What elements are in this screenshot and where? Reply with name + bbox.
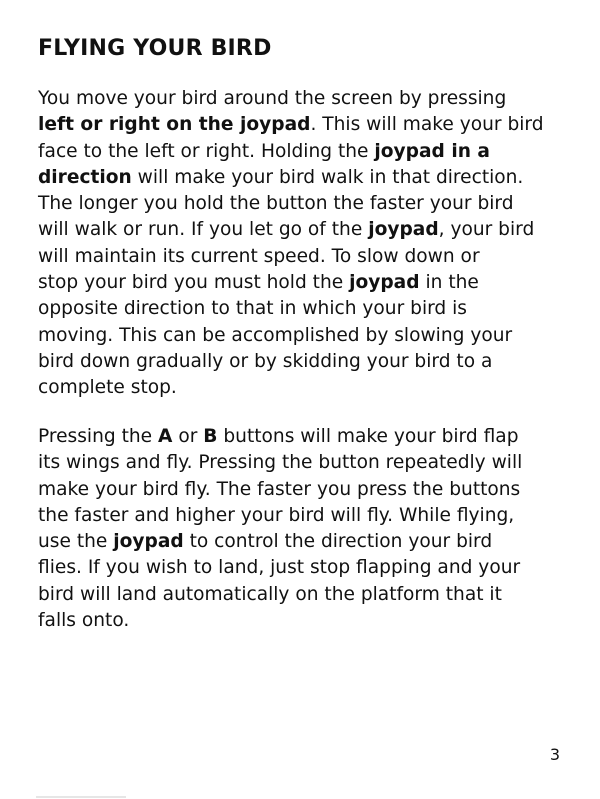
text-line [38, 165, 568, 191]
text-run: in the [419, 272, 479, 294]
text-run: will walk or run. If you let go of the [38, 219, 369, 241]
page-number: 3 [549, 745, 560, 764]
bold-term: B [203, 426, 218, 447]
text-run: opposite direction to that in which your bird is [38, 298, 467, 320]
text-run: , your bird [438, 219, 535, 241]
text-run: flies. If you wish to land, just stop flapping and your [38, 557, 521, 579]
bold-term: direction [38, 166, 132, 188]
text-line [38, 349, 568, 375]
text-line [38, 191, 568, 217]
text-run: bird will land automatically on the platform that it [38, 583, 502, 605]
paragraph-flying [38, 424, 568, 634]
text-run: . This will make your bird [310, 114, 544, 136]
text-line [38, 375, 568, 401]
text-run: will maintain its current speed. To slow down or [38, 245, 480, 267]
text-run: its wings and fly. Pressing the button repeatedly will [38, 452, 523, 474]
text-run: You move your bird around the screen by pressing [38, 88, 507, 109]
text-run: Pressing the [38, 426, 159, 447]
text-run: buttons will make your bird flap [217, 426, 519, 447]
text-line [38, 608, 568, 634]
text-line [38, 296, 568, 322]
text-run: use the [38, 531, 114, 553]
text-line [38, 86, 568, 112]
scan-smudge [36, 796, 126, 798]
text-line [38, 582, 568, 608]
text-run: will make your bird walk in that direction. [131, 166, 524, 188]
page-title: FLYING YOUR BIRD [38, 36, 272, 61]
bold-term: joypad in a [374, 140, 490, 162]
text-run: to control the direction your bird [183, 531, 493, 553]
text-run: make your bird fly. The faster you press the buttons [38, 478, 521, 500]
text-line [38, 217, 568, 243]
bold-term: joypad [349, 272, 420, 294]
text-run: falls onto. [38, 610, 130, 632]
text-line [38, 270, 568, 296]
text-line [38, 323, 568, 349]
text-run: stop your bird you must hold the [38, 272, 350, 294]
paragraph-walking [38, 86, 568, 402]
text-run: complete stop. [38, 377, 177, 399]
text-run: bird down gradually or by skidding your bird to a [38, 350, 493, 372]
text-run: moving. This can be accomplished by slowing your [38, 324, 513, 346]
text-run: the faster and higher your bird will fly. While flying, [38, 504, 515, 526]
text-line [38, 503, 568, 529]
bold-term: left or right on the joypad [38, 114, 311, 136]
text-line [38, 424, 568, 450]
text-line [38, 477, 568, 503]
text-line [38, 139, 568, 165]
text-run: The longer you hold the button the faster your bird [38, 193, 514, 215]
text-line [38, 112, 568, 138]
text-line [38, 555, 568, 581]
text-line [38, 450, 568, 476]
text-run: or [172, 426, 204, 447]
text-run: face to the left or right. Holding the [38, 140, 375, 162]
bold-term: A [158, 426, 173, 447]
text-line [38, 244, 568, 270]
bold-term: joypad [113, 531, 184, 553]
bold-term: joypad [368, 219, 439, 241]
text-line [38, 529, 568, 555]
